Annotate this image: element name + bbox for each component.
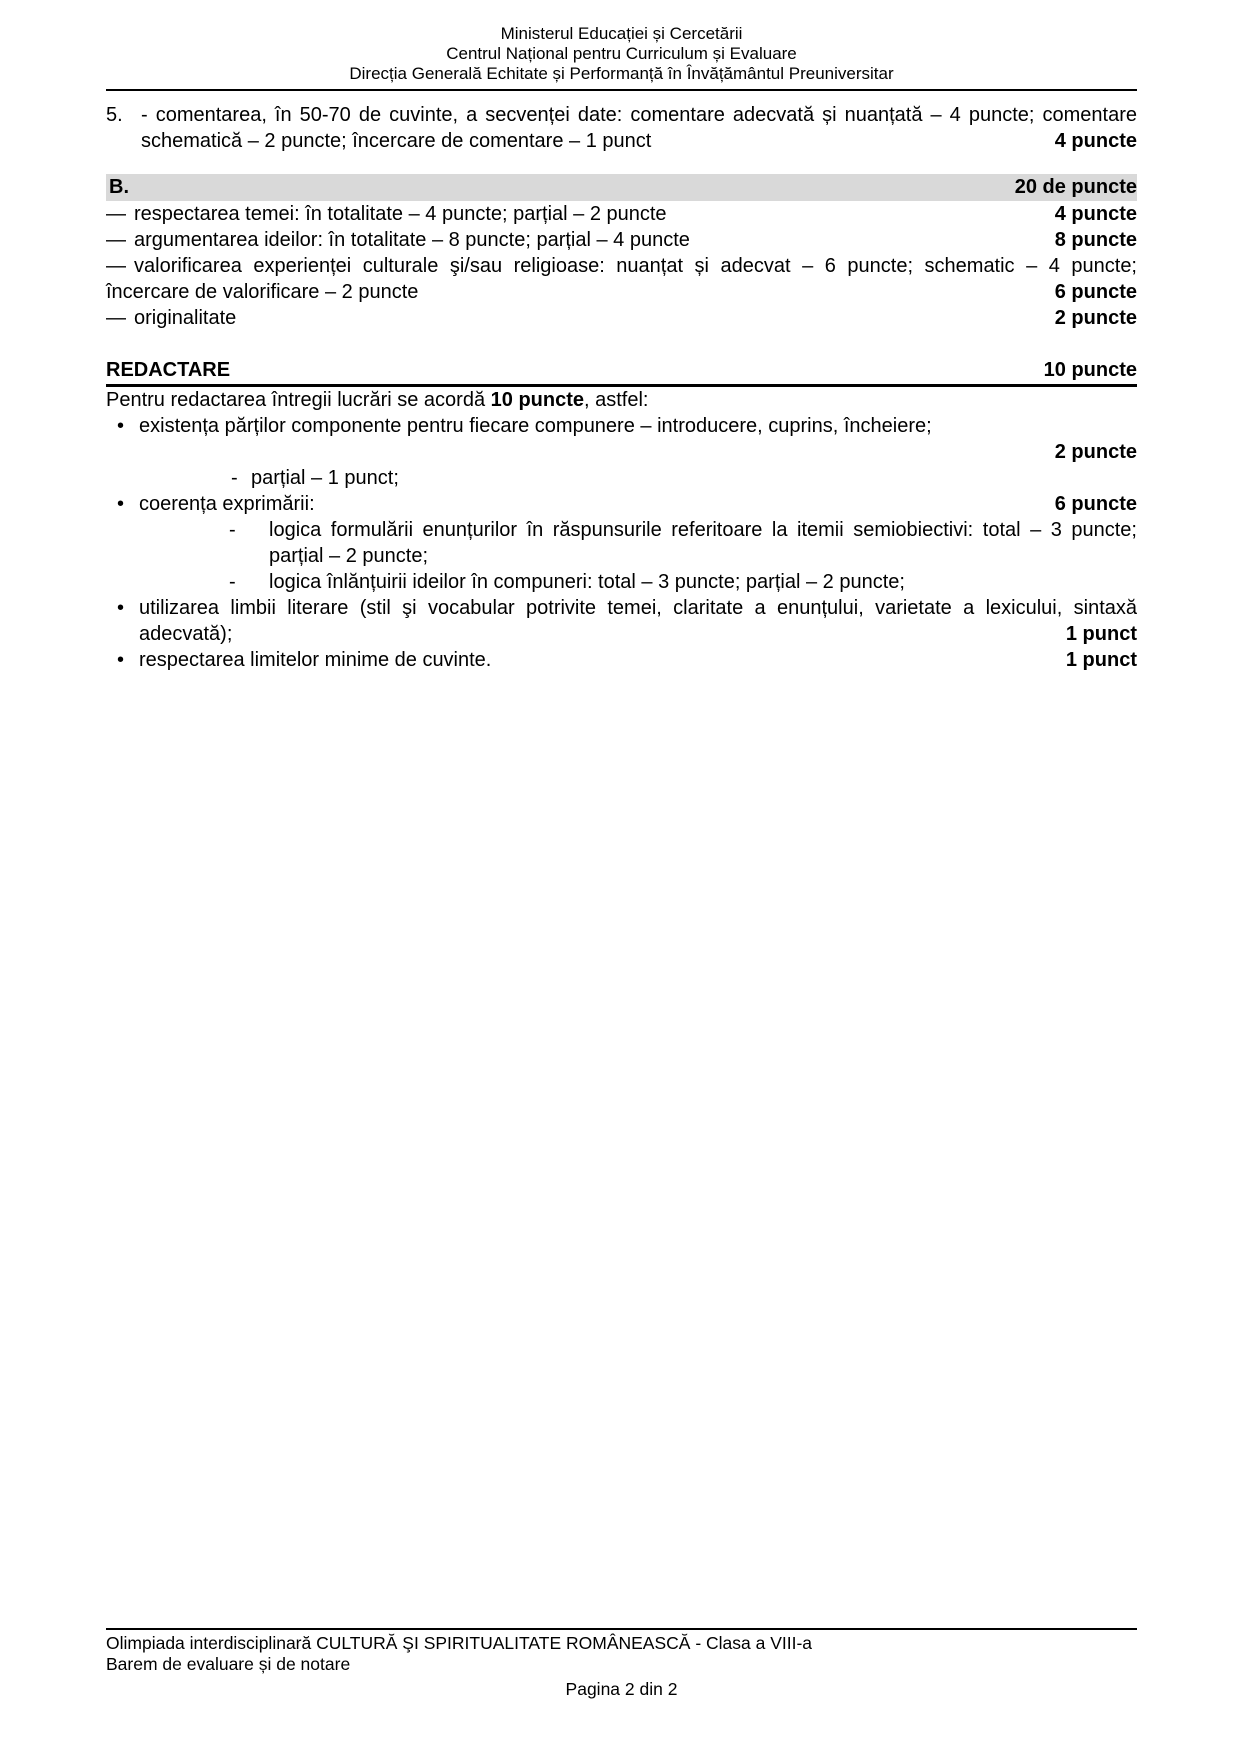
points-value: 1 punct — [1065, 649, 1137, 671]
points-value: 6 puncte — [1054, 281, 1137, 303]
criterion-row — [106, 201, 1137, 227]
sub-row — [106, 465, 1137, 491]
header-line-center: Centrul Național pentru Curriculum și Evaluare — [446, 44, 797, 63]
bullet-icon: • — [117, 415, 125, 437]
points-line: 2 puncte — [1054, 441, 1137, 463]
sub-row — [106, 569, 1137, 595]
bullet-text: respectarea limitelor minime de cuvinte. — [139, 649, 492, 671]
dash-marker: — — [106, 229, 126, 251]
bullet-row — [106, 647, 1137, 673]
sub-text: parțial – 1 punct; — [251, 467, 399, 489]
page-number: Pagina 2 din 2 — [565, 1679, 678, 1699]
sub-text: logica înlănțuirii ideilor în compuneri: total – 3 puncte; parțial – 2 puncte; — [269, 571, 905, 593]
dash-icon: - — [229, 571, 236, 593]
document-footer — [106, 1628, 1137, 1700]
intro-text-end: , astfel: — [584, 389, 649, 411]
dash-marker: — — [106, 307, 126, 329]
dash-icon: - — [229, 519, 236, 541]
section-b-header — [106, 174, 1137, 201]
bullet-icon: • — [117, 493, 125, 515]
intro-points-bold: 10 puncte — [490, 389, 584, 411]
bullet-icon: • — [117, 649, 125, 671]
points-value: 6 puncte — [1054, 493, 1137, 515]
footer-olympiad-title: Olimpiada interdisciplinară CULTURĂ ŞI SPIRITUALITATE ROMÂNEASCĂ - Clasa a VIII-a — [106, 1633, 813, 1653]
item-5 — [106, 102, 1137, 154]
dash-icon: - — [231, 467, 238, 489]
document-header — [106, 0, 1137, 91]
points-value: 4 puncte — [1054, 203, 1137, 225]
item-text: - comentarea, în 50-70 de cuvinte, a secvenței date: comentare adecvată și nuanțată – 4 puncte; comentare schematică – 2 puncte; încercare de comentare – 1 punct — [141, 104, 1137, 152]
bullet-icon: • — [117, 597, 125, 619]
redactare-total-points: 10 puncte — [1043, 359, 1137, 381]
criterion-text: respectarea temei: în totalitate – 4 puncte; parțial – 2 puncte — [134, 203, 667, 225]
sub-row — [106, 517, 1137, 569]
criterion-text: argumentarea ideilor: în totalitate – 8 puncte; parțial – 4 puncte — [134, 229, 690, 251]
points-value: 4 puncte — [1054, 130, 1137, 152]
item-number: 5. — [106, 104, 123, 126]
points-value: 2 puncte — [1054, 307, 1137, 329]
criterion-row — [106, 227, 1137, 253]
criterion-text: valorificarea experienței culturale şi/sau religioase: nuanțat și adecvat – 6 puncte; schematic – 4 puncte; încercare de valorificare – 2 puncte — [106, 255, 1137, 303]
redactare-title: REDACTARE — [106, 359, 231, 381]
dash-marker: — — [106, 203, 126, 225]
section-b-total-points: 20 de puncte — [1014, 176, 1137, 198]
redactare-heading — [106, 357, 1137, 387]
bullet-row — [106, 595, 1137, 647]
footer-barem-label: Barem de evaluare și de notare — [106, 1654, 351, 1674]
section-b-label: B. — [109, 176, 129, 198]
dash-marker: — — [106, 255, 126, 277]
sub-text: logica formulării enunțurilor în răspunsurile referitoare la itemii semiobiectivi: total – 3 puncte; parțial – 2 puncte; — [269, 519, 1137, 567]
header-line-ministry: Ministerul Educației și Cercetării — [500, 24, 743, 43]
bullet-text: coerența exprimării: — [139, 493, 315, 515]
criterion-row — [106, 253, 1137, 305]
bullet-row — [106, 413, 1137, 439]
criterion-text: originalitate — [134, 307, 237, 329]
intro-text: Pentru redactarea întregii lucrări se acordă — [106, 389, 491, 411]
header-divider — [106, 89, 1137, 91]
points-value: 1 punct — [1065, 623, 1137, 645]
header-line-direction: Direcția Generală Echitate și Performanță în Învățământul Preuniversitar — [349, 64, 894, 83]
bullet-text: utilizarea limbii literare (stil şi vocabular potrivite temei, claritate a enunțului, varietate a lexicului, sintaxă adecvată); — [139, 597, 1137, 645]
points-value: 8 puncte — [1054, 229, 1137, 251]
bullet-text: existența părților componente pentru fiecare compunere – introducere, cuprins, încheiere; — [139, 415, 932, 437]
redactare-intro — [106, 387, 1137, 413]
bullet-row — [106, 491, 1137, 517]
criterion-row — [106, 305, 1137, 331]
